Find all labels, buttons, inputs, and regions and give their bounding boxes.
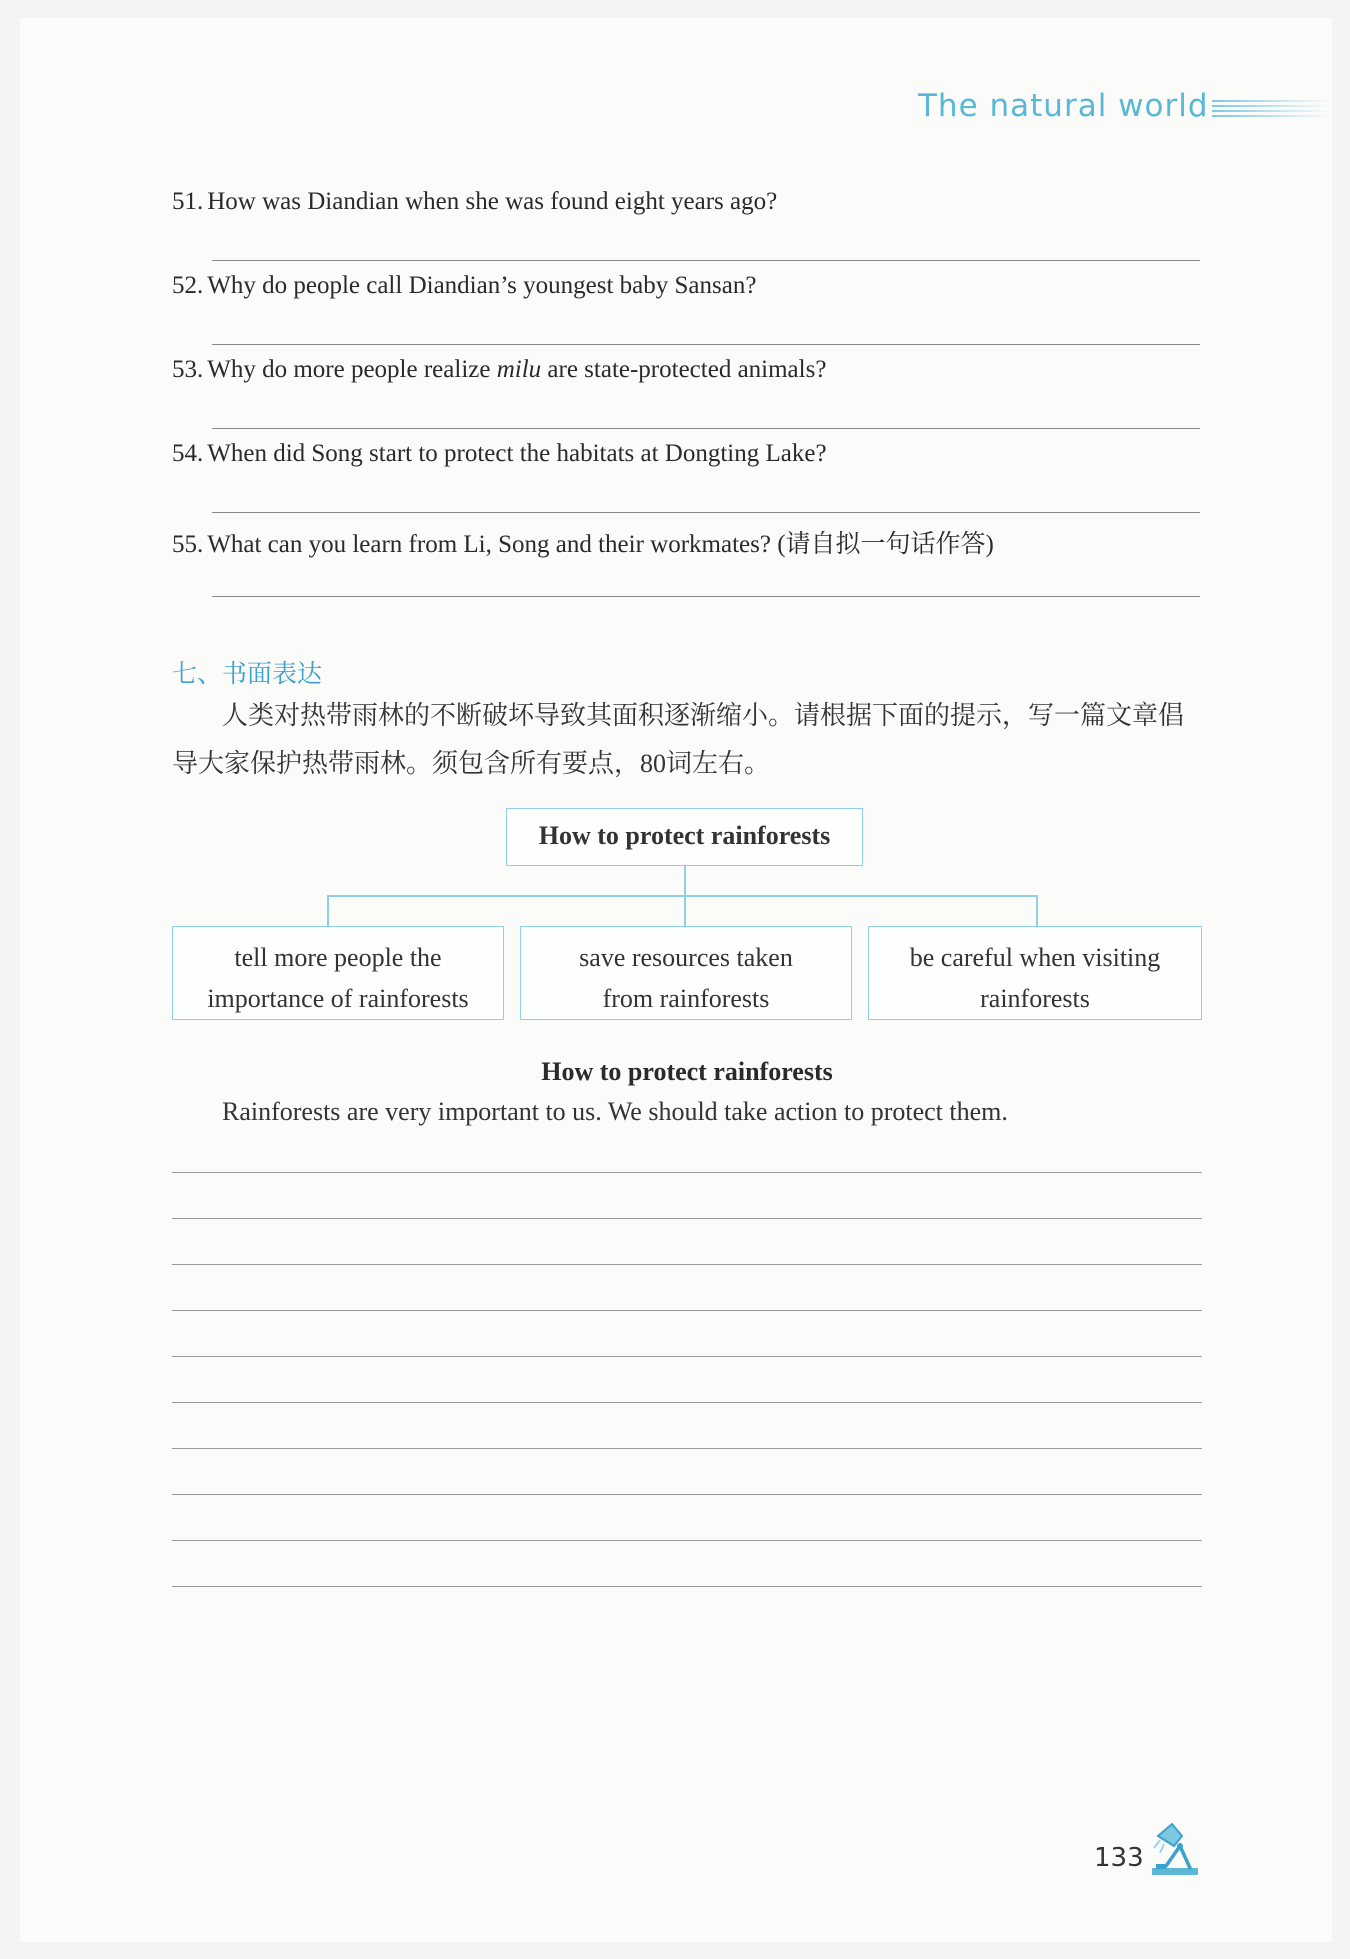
desk-lamp-icon [1146,1816,1204,1878]
essay-opening: Rainforests are very important to us. We should take action to protect them. [222,1097,1008,1126]
answer-line-54[interactable] [212,512,1200,513]
answer-line-51[interactable] [212,260,1200,261]
writing-line[interactable] [172,1448,1202,1449]
question-51: 51. How was Diandian when she was found eight years ago? [172,188,778,215]
diagram-connector [327,895,329,926]
diagram-connector [684,866,686,896]
section-title: 七、书面表达 [172,659,323,688]
chapter-title: The natural world [918,88,1209,124]
question-53: 53. Why do more people realize milu are state-protected animals? [172,356,827,383]
instruction-text: 人类对热带雨林的不断破坏导致其面积逐渐缩小。请根据下面的提示，写一篇文章倡导大家保护热带雨林。须包含所有要点，80词左右。 [172,701,1185,778]
writing-line[interactable] [172,1218,1202,1219]
writing-line[interactable] [172,1402,1202,1403]
writing-line[interactable] [172,1264,1202,1265]
diagram-point-box: tell more people the importance of rainforests [172,926,504,1020]
diagram-connector [327,895,1037,897]
answer-line-55[interactable] [212,596,1200,597]
header-decoration [1212,100,1330,122]
page-number: 133 [1094,1843,1144,1873]
writing-line[interactable] [172,1586,1202,1587]
writing-line[interactable] [172,1494,1202,1495]
diagram-main-box: How to protect rainforests [506,808,863,866]
writing-line[interactable] [172,1356,1202,1357]
answer-line-53[interactable] [212,428,1200,429]
question-55: 55. What can you learn from Li, Song and their workmates? (请自拟一句话作答) [172,531,994,558]
diagram-connector [684,895,686,926]
diagram-point-box: be careful when visiting rainforests [868,926,1202,1020]
question-54: 54. When did Song start to protect the habitats at Dongting Lake? [172,440,827,467]
question-52: 52. Why do people call Diandian’s youngest baby Sansan? [172,272,757,299]
essay-title: How to protect rainforests [541,1057,833,1086]
writing-line[interactable] [172,1172,1202,1173]
writing-line[interactable] [172,1540,1202,1541]
writing-line[interactable] [172,1310,1202,1311]
answer-line-52[interactable] [212,344,1200,345]
diagram-connector [1036,895,1038,926]
diagram-point-box: save resources taken from rainforests [520,926,852,1020]
